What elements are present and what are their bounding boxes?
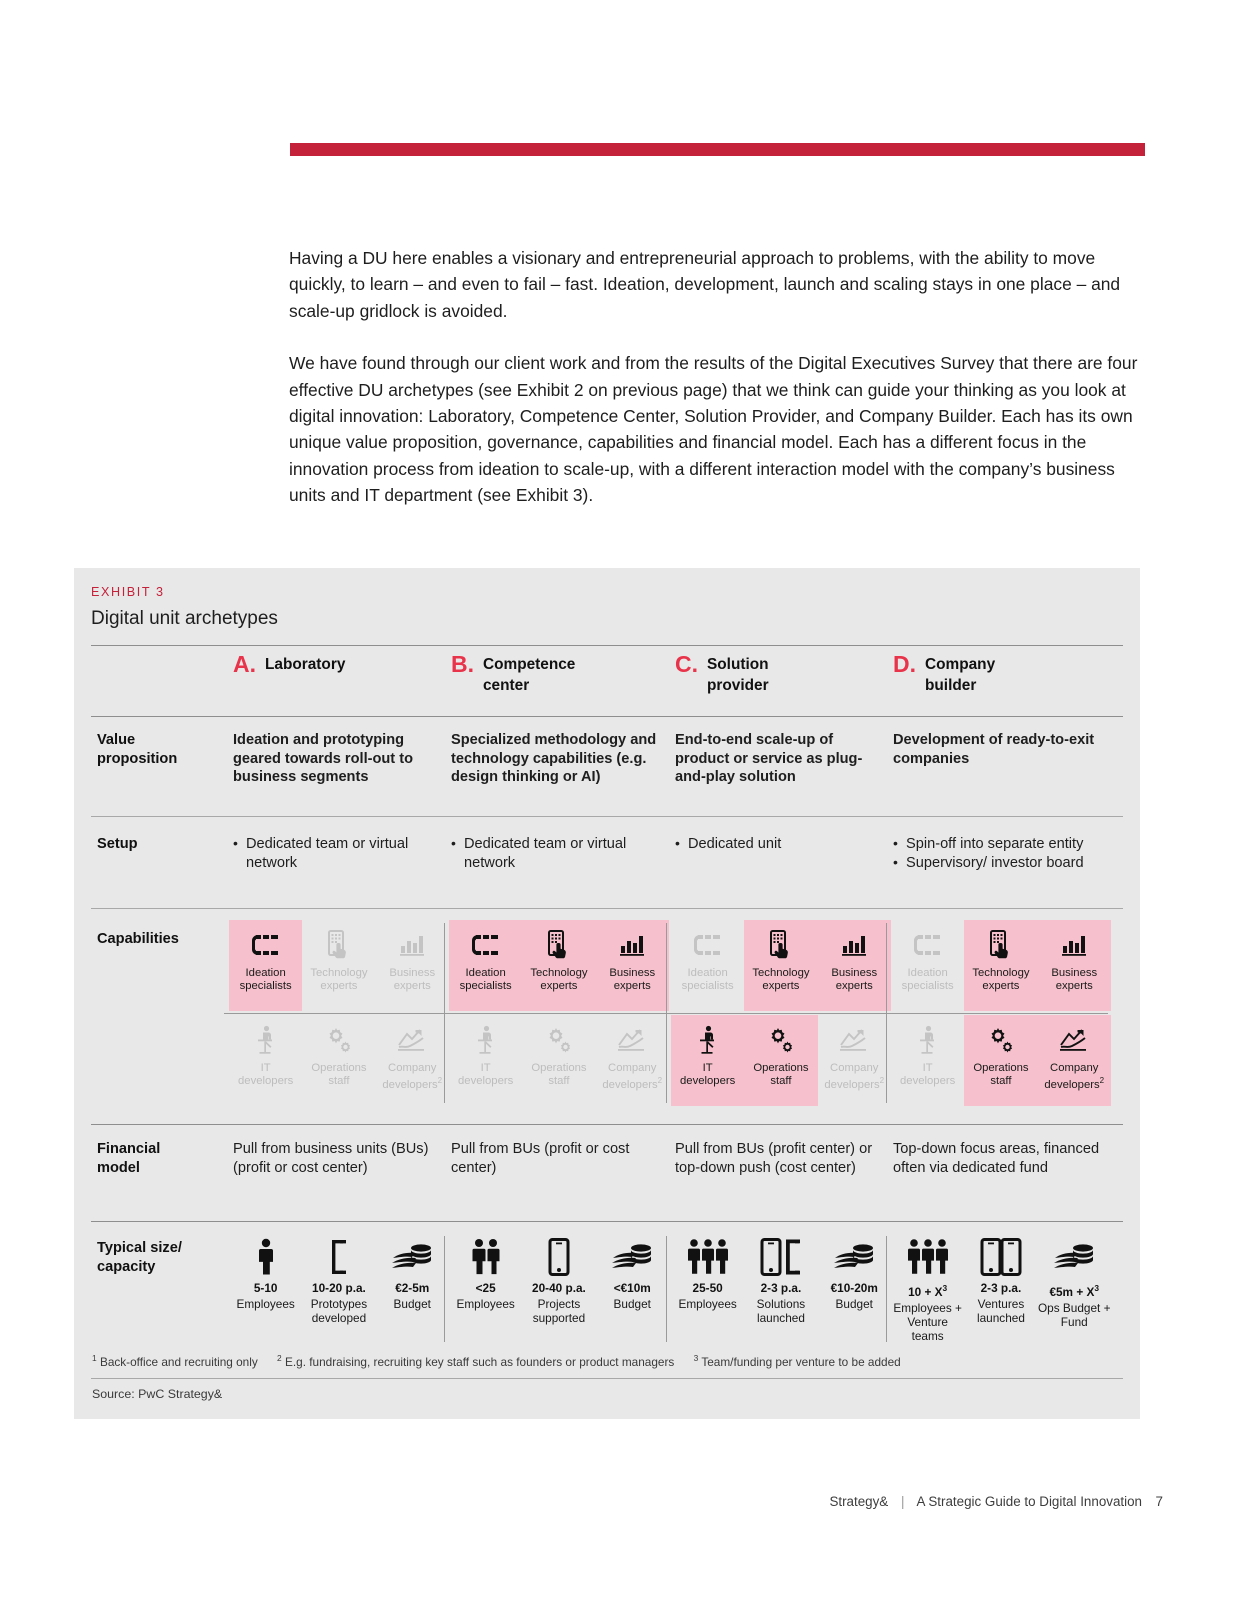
capability-d-operations xyxy=(964,1015,1037,1106)
rule-above-setup xyxy=(91,816,1123,817)
financial-model-a: Pull from business units (BUs) (profit or cost center) xyxy=(233,1141,429,1176)
mobile-touch-icon xyxy=(768,928,794,962)
size-group-a xyxy=(229,1234,449,1354)
archetype-name-c-line1: Solution xyxy=(707,656,769,673)
capability-a-technology xyxy=(302,920,375,1011)
rule-above-source xyxy=(91,1378,1123,1379)
size-d-ventures xyxy=(964,1234,1037,1343)
three-people-icon xyxy=(686,1234,730,1276)
capability-c-technology xyxy=(744,920,817,1011)
archetype-header-a xyxy=(233,651,415,677)
three-people-icon xyxy=(906,1234,950,1276)
capability-a-company xyxy=(376,1015,449,1106)
value-proposition-b: Specialized methodology and technology capabilities (e.g. design thinking or AI) xyxy=(451,732,657,786)
magnet-icon xyxy=(693,928,723,962)
capability-group-b xyxy=(449,920,669,1106)
setup-a xyxy=(233,835,441,872)
two-phones-icon xyxy=(980,1234,1022,1276)
capability-label: Operations staff xyxy=(973,1062,1029,1087)
capability-d-it xyxy=(891,1015,964,1106)
prototype-frame-icon xyxy=(326,1234,352,1276)
capability-a-it xyxy=(229,1015,302,1106)
capability-a-operations xyxy=(302,1015,375,1106)
capability-row-bottom-a xyxy=(229,1015,449,1106)
size-c-employees xyxy=(671,1234,744,1325)
setup-d-item-1: • Spin-off into separate entity xyxy=(893,835,1101,854)
value-proposition-a: Ideation and prototyping geared towards roll-out to business segments xyxy=(233,732,413,786)
setup-d-item-2: • Supervisory/ investor board xyxy=(893,854,1101,873)
money-stack-icon xyxy=(610,1234,654,1276)
rule-above-value-proposition xyxy=(91,716,1123,717)
size-unit: Budget xyxy=(835,1297,873,1311)
footnote-2: $^2$ E.g. fundraising, recruiting key staff such as founders or product managers xyxy=(277,1353,675,1369)
value-proposition-d: Development of ready-to-exit companies xyxy=(893,732,1095,767)
archetype-letter-c: C. xyxy=(675,651,698,677)
magnet-icon xyxy=(471,928,501,962)
size-unit: Budget xyxy=(393,1297,431,1311)
capability-row-top-c xyxy=(671,920,891,1011)
size-d-budget xyxy=(1038,1234,1111,1343)
capability-row-bottom-c xyxy=(671,1015,891,1106)
capability-b-technology xyxy=(522,920,595,1011)
capability-label: Company developers$^2$ xyxy=(382,1062,443,1091)
size-b-budget xyxy=(596,1234,669,1325)
archetype-name-a xyxy=(265,655,415,676)
money-stack-icon xyxy=(390,1234,434,1276)
gears-icon xyxy=(766,1023,796,1057)
rule-under-title xyxy=(91,645,1123,646)
capability-a-business xyxy=(376,920,449,1011)
archetype-name-d-line1: Company xyxy=(925,656,996,673)
archetype-name-a-line1: Laboratory xyxy=(265,656,346,673)
size-unit: Ventures launched xyxy=(977,1297,1025,1325)
capability-label: Operations staff xyxy=(531,1062,587,1087)
capability-group-d xyxy=(891,920,1111,1106)
capability-label: Operations staff xyxy=(753,1062,809,1087)
size-value: €10-20m xyxy=(830,1281,878,1295)
archetype-name-c-line2: provider xyxy=(707,676,769,694)
size-c-budget xyxy=(818,1234,891,1325)
capabilities-matrix xyxy=(74,920,1140,1106)
size-value: $10 + X^3$ xyxy=(908,1283,948,1299)
archetype-name-b-line2: center xyxy=(483,676,530,694)
capability-label: IT developers xyxy=(238,1062,294,1087)
size-unit: Projects supported xyxy=(532,1297,586,1325)
footer-brand: Strategy& xyxy=(829,1494,889,1509)
gears-icon xyxy=(986,1023,1016,1057)
paragraph-1: Having a DU here enables a visionary and entrepreneurial approach to problems, with the ability to move quickly, to learn – and even to fail – fast. Ideation, development, launch and scaling stays in one place – and scale-up gridlock is avoided. xyxy=(289,248,1121,321)
money-stack-icon xyxy=(832,1234,876,1276)
financial-model-d: Top-down focus areas, financed often via dedicated fund xyxy=(893,1141,1100,1176)
size-value: <€10m xyxy=(613,1281,651,1295)
archetype-header-d xyxy=(893,651,1075,696)
mobile-touch-icon xyxy=(326,928,352,962)
phone-icon xyxy=(547,1234,571,1276)
row-label-capabilities-line1: Capabilities xyxy=(97,931,179,947)
setup-b-item-1: • Dedicated team or virtual network xyxy=(451,835,659,872)
growth-chart-icon xyxy=(1058,1023,1090,1057)
archetype-name-c xyxy=(707,655,857,696)
size-d-employees xyxy=(891,1234,964,1343)
size-unit: Employees xyxy=(236,1297,295,1311)
exhibit-eyebrow: EXHIBIT 3 xyxy=(91,585,165,599)
size-c-solutions xyxy=(744,1234,817,1325)
size-group-d xyxy=(891,1234,1111,1354)
capability-label: IT developers xyxy=(458,1062,514,1087)
size-a-prototypes xyxy=(302,1234,375,1325)
rule-above-capabilities xyxy=(91,908,1123,909)
setup-d xyxy=(893,835,1101,872)
capability-c-business xyxy=(818,920,891,1011)
magnet-icon xyxy=(251,928,281,962)
person-at-desk-icon xyxy=(253,1023,279,1057)
capability-label: Ideation specialists xyxy=(901,967,954,992)
phone-plus-frame-icon xyxy=(760,1234,802,1276)
row-label-financial-model-line1: Financial xyxy=(97,1141,161,1157)
archetype-header-c xyxy=(675,651,857,696)
capability-b-operations xyxy=(522,1015,595,1106)
two-people-icon xyxy=(470,1234,502,1276)
size-unit: Employees xyxy=(678,1297,737,1311)
capability-d-ideation xyxy=(891,920,964,1011)
row-label-financial-model-line2: model xyxy=(97,1159,140,1176)
size-b-employees xyxy=(449,1234,522,1325)
capability-label: Technology experts xyxy=(310,967,368,992)
money-stack-icon xyxy=(1052,1234,1096,1276)
capability-label: Technology experts xyxy=(752,967,810,992)
capability-d-business xyxy=(1038,920,1111,1011)
size-value: 2-3 p.a. xyxy=(980,1281,1022,1295)
capability-label: Business experts xyxy=(609,967,656,992)
capability-c-operations xyxy=(744,1015,817,1106)
footer-separator: | xyxy=(900,1494,905,1509)
financial-model-c: Pull from BUs (profit center) or top-down push (cost center) xyxy=(675,1141,873,1176)
archetype-letter-d: D. xyxy=(893,651,916,677)
capability-label: Company developers$^2$ xyxy=(824,1062,885,1091)
capability-label: Company developers$^2$ xyxy=(1044,1062,1105,1091)
size-value: 2-3 p.a. xyxy=(760,1281,802,1295)
size-value: €2-5m xyxy=(395,1281,430,1295)
growth-chart-icon xyxy=(396,1023,428,1057)
size-group-c xyxy=(671,1234,891,1354)
size-value: 5-10 xyxy=(253,1281,278,1295)
size-unit: Ops Budget + Fund xyxy=(1038,1300,1111,1329)
mobile-touch-icon xyxy=(988,928,1014,962)
capability-c-company xyxy=(818,1015,891,1106)
footnote-1: $^1$ Back-office and recruiting only xyxy=(92,1353,258,1369)
growth-chart-icon xyxy=(838,1023,870,1057)
size-unit: Solutions launched xyxy=(756,1297,806,1325)
gears-icon xyxy=(324,1023,354,1057)
row-label-setup xyxy=(97,835,227,854)
row-label-value-proposition xyxy=(97,731,227,768)
bar-chart-icon xyxy=(398,928,426,962)
person-at-desk-icon xyxy=(915,1023,941,1057)
capability-c-it xyxy=(671,1015,744,1106)
capability-d-technology xyxy=(964,920,1037,1011)
rule-above-typical-size xyxy=(91,1221,1123,1222)
size-value: €5m + $X^3$ xyxy=(1049,1283,1100,1299)
capability-row-top-b xyxy=(449,920,669,1011)
capability-label: Business experts xyxy=(831,967,878,992)
capability-label: Business experts xyxy=(389,967,436,992)
capability-label: Ideation specialists xyxy=(459,967,512,992)
archetype-header-b xyxy=(451,651,633,696)
footer-document-title: A Strategic Guide to Digital Innovation xyxy=(916,1494,1142,1509)
typical-size-row xyxy=(74,1234,1140,1354)
body-copy xyxy=(289,245,1141,535)
exhibit-footnotes xyxy=(92,1353,1122,1369)
capability-d-company xyxy=(1038,1015,1111,1106)
size-a-budget xyxy=(376,1234,449,1325)
setup-c xyxy=(675,835,883,854)
size-b-projects xyxy=(522,1234,595,1325)
capability-label: Company developers$^2$ xyxy=(602,1062,663,1091)
row-label-setup-line1: Setup xyxy=(97,836,138,852)
size-unit: Budget xyxy=(613,1297,651,1311)
capability-label: Ideation specialists xyxy=(681,967,734,992)
size-unit: Employees xyxy=(456,1297,515,1311)
row-label-typical-size-line2: capacity xyxy=(97,1258,156,1275)
row-label-value-proposition-line2: proposition xyxy=(97,750,178,767)
exhibit-3-panel xyxy=(74,568,1140,1419)
page-footer xyxy=(829,1494,1142,1509)
archetype-name-d xyxy=(925,655,1075,696)
person-icon xyxy=(256,1234,276,1276)
size-value: 10-20 p.a. xyxy=(312,1281,366,1295)
capability-b-company xyxy=(596,1015,669,1106)
person-at-desk-icon xyxy=(695,1023,721,1057)
gears-icon xyxy=(544,1023,574,1057)
capability-row-top-d xyxy=(891,920,1111,1011)
size-value: 20-40 p.a. xyxy=(532,1281,586,1295)
capability-group-a xyxy=(229,920,449,1106)
size-value: <25 xyxy=(475,1281,496,1295)
mobile-touch-icon xyxy=(546,928,572,962)
exhibit-title: Digital unit archetypes xyxy=(91,608,278,629)
capability-label: Technology experts xyxy=(972,967,1030,992)
capability-a-ideation xyxy=(229,920,302,1011)
row-label-value-proposition-line1: Value xyxy=(97,732,136,748)
size-unit: Employees + Venture teams xyxy=(893,1300,962,1343)
row-label-typical-size-line1: Typical size/ xyxy=(97,1240,182,1256)
capability-b-business xyxy=(596,920,669,1011)
capability-b-ideation xyxy=(449,920,522,1011)
top-red-rule xyxy=(290,143,1145,156)
capability-c-ideation xyxy=(671,920,744,1011)
capability-label: Ideation specialists xyxy=(239,967,292,992)
bar-chart-icon xyxy=(840,928,868,962)
size-value: 25-50 xyxy=(692,1281,723,1295)
capability-label: Operations staff xyxy=(311,1062,367,1087)
size-unit: Prototypes developed xyxy=(310,1297,368,1325)
page-number: 7 xyxy=(1155,1494,1163,1509)
archetype-letter-a: A. xyxy=(233,651,256,677)
size-group-b xyxy=(449,1234,669,1354)
size-a-employees xyxy=(229,1234,302,1325)
capability-label: IT developers xyxy=(900,1062,956,1087)
setup-a-item-1: • Dedicated team or virtual network xyxy=(233,835,441,872)
rule-above-financial-model xyxy=(91,1124,1123,1125)
archetype-name-d-line2: builder xyxy=(925,676,977,694)
archetype-letter-b: B. xyxy=(451,651,474,677)
capability-label: Business experts xyxy=(1051,967,1098,992)
value-proposition-c: End-to-end scale-up of product or service as plug-and-play solution xyxy=(675,732,863,786)
archetype-name-b xyxy=(483,655,633,696)
capability-row-bottom-b xyxy=(449,1015,669,1106)
footnote-3: $^3$ Team/funding per venture to be added xyxy=(693,1353,901,1369)
magnet-icon xyxy=(913,928,943,962)
setup-b xyxy=(451,835,659,872)
person-at-desk-icon xyxy=(473,1023,499,1057)
setup-c-item-1: • Dedicated unit xyxy=(675,835,883,854)
capability-group-c xyxy=(671,920,891,1106)
exhibit-source: Source: PwC Strategy& xyxy=(92,1387,223,1401)
financial-model-b: Pull from BUs (profit or cost center) xyxy=(451,1141,630,1176)
bar-chart-icon xyxy=(1060,928,1088,962)
growth-chart-icon xyxy=(616,1023,648,1057)
capability-row-top-a xyxy=(229,920,449,1011)
bar-chart-icon xyxy=(618,928,646,962)
row-label-financial-model xyxy=(97,1140,227,1177)
archetype-name-b-line1: Competence xyxy=(483,656,576,673)
paragraph-2: We have found through our client work and from the results of the Digital Executives Survey that there are four effective DU archetypes (see Exhibit 2 on previous page) that we think can guide your thinking as you look at digital innovation: Laboratory, Competence Center, Solution Provider, and Company Builder. Each has its own unique value proposition, governance, capabilities and financial model. Each has a different focus in the innovation process from ideation to scale-up, with a different interaction model with the company’s business units and IT department (see Exhibit 3). xyxy=(289,353,1138,506)
capability-b-it xyxy=(449,1015,522,1106)
capability-label: Technology experts xyxy=(530,967,588,992)
capability-label: IT developers xyxy=(680,1062,736,1087)
capability-row-bottom-d xyxy=(891,1015,1111,1106)
